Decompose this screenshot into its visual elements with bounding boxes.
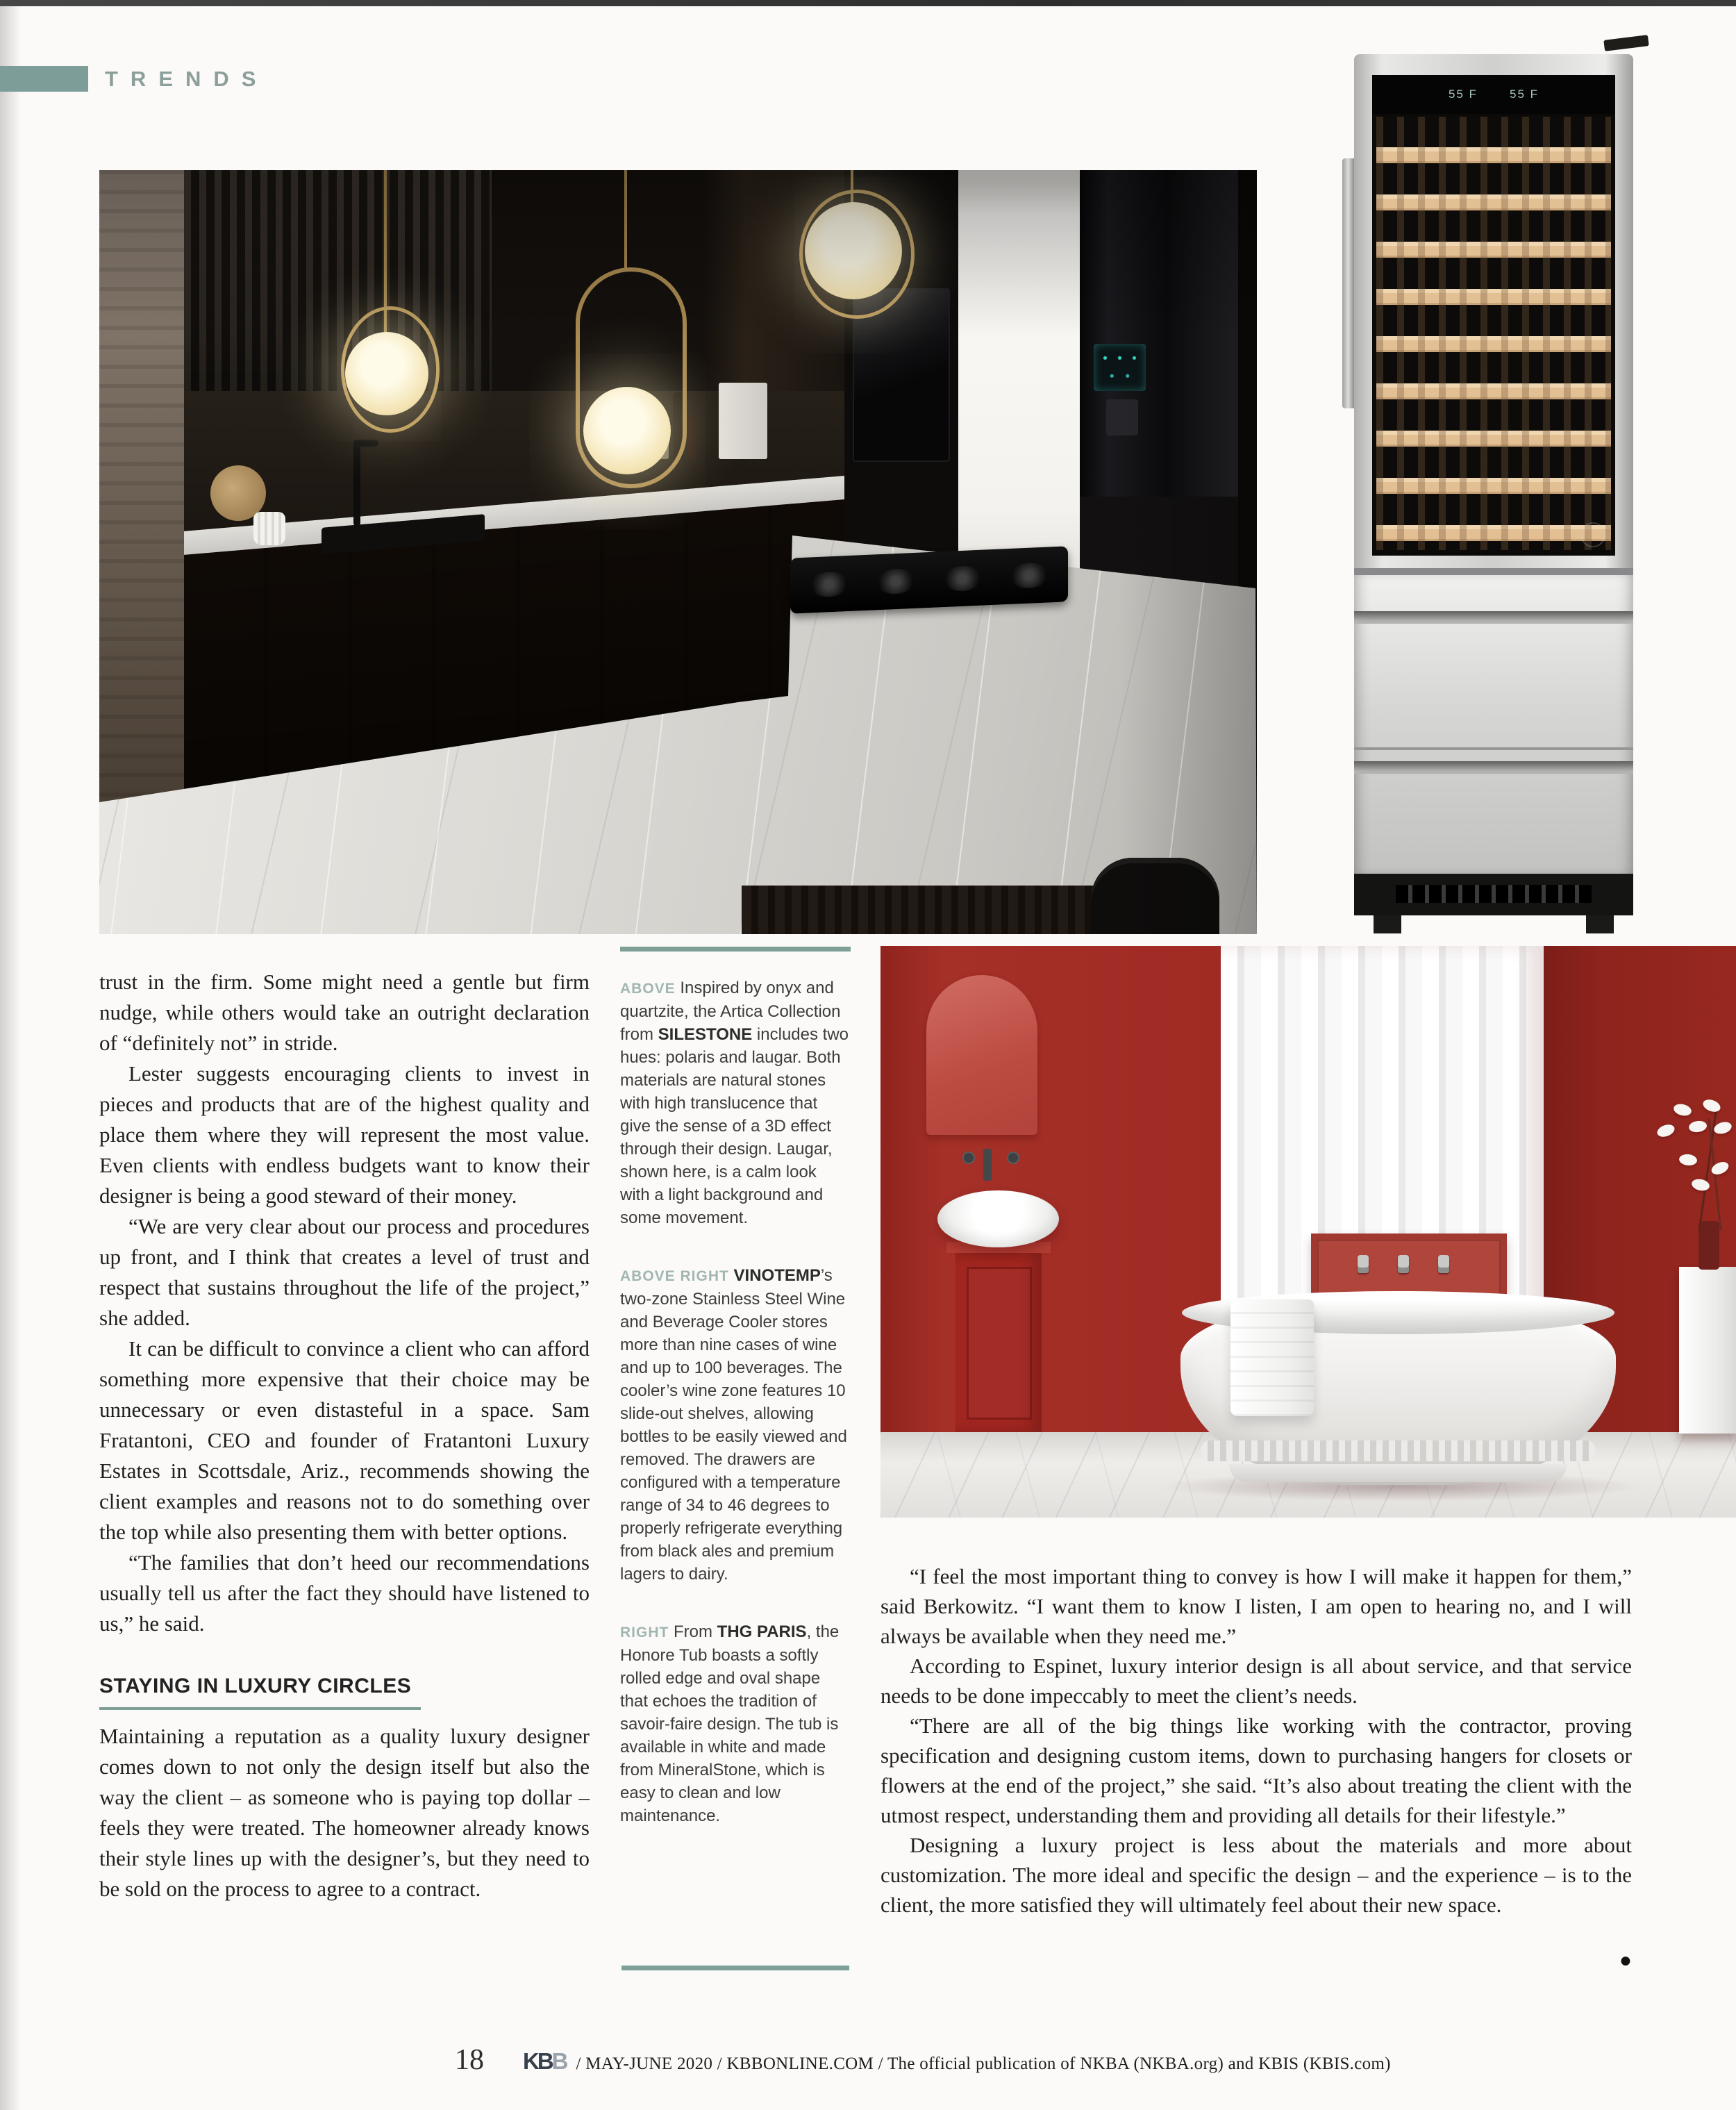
caption-label: ABOVE [620, 981, 676, 997]
section-header [0, 66, 268, 92]
vent-grille [1396, 885, 1592, 903]
caption-label: ABOVE RIGHT [620, 1268, 729, 1284]
cooler-section-gap [1354, 568, 1633, 575]
caption-text: From [669, 1622, 717, 1641]
faucet-handle [962, 1152, 975, 1164]
drawer-handle [1354, 761, 1633, 774]
vessel-sink [937, 1190, 1059, 1247]
page-number: 18 [455, 2044, 484, 2076]
body-paragraph: Lester suggests encouraging clients to invest in pieces and products that are of the highest quality and place them where they will represent the most value. Even clients with endless budgets want to know their designer is being a good steward of their money. [99, 1061, 590, 1208]
caption-column [620, 947, 851, 1970]
cooler-base-vent [1354, 874, 1633, 915]
flower-pedestal [1679, 1267, 1736, 1434]
tub-fluted-band [1201, 1440, 1595, 1461]
cabinet-ornament [1358, 1255, 1369, 1273]
beverage-drawers [1354, 575, 1633, 874]
body-paragraph: It can be difficult to convince a client who can afford something more expensive that their choice may be unnecessary or even distasteful in a space. Sam Fratantoni, CEO and founder of Fratantoni Luxury Estates in Scottsdale, Ariz., recommends showing the client examples and reasons not to do something over the top while also presenting them with better options. [99, 1336, 590, 1544]
kitchen-photo [99, 170, 1257, 934]
faucet-spout [983, 1149, 992, 1181]
vase [1699, 1221, 1719, 1270]
arch-mirror [926, 975, 1037, 1135]
cooler-interior [1372, 75, 1615, 556]
cooler-door-handle [1342, 158, 1354, 408]
body-column-right [880, 1561, 1632, 1978]
kbb-logo-light: B [551, 2048, 567, 2074]
wine-cooler-photo [1354, 54, 1633, 936]
section-heading: STAYING IN LUXURY CIRCLES [99, 1671, 421, 1710]
body-paragraph: “There are all of the big things like working with the contractor, proving specification and designing custom items, down to purchasing hangers for closets or flowers at the end of the project,” she said. “It’s also about treating the client with the utmost respect, understanding them and providing all details for their lifestyle.” [880, 1713, 1632, 1827]
body-column-left [99, 967, 590, 1904]
wine-shelves [1376, 117, 1611, 550]
photo-vignette [99, 170, 1257, 934]
body-paragraph: According to Espinet, luxury interior design is all about service, and that service needs to be done impeccably to meet the client’s needs. [880, 1654, 1632, 1708]
cooler-control-panel [1372, 75, 1615, 114]
body-paragraph: “We are very clear about our process and procedures up front, and I think that creates a level of trust and respect that sustains throughout the life of the project,” she added. [99, 1214, 590, 1330]
pedestal-panel [967, 1267, 1032, 1420]
body-paragraph: Designing a luxury project is less about the materials and more about customization. The more ideal and specific the design – and the experience – is to the client, the more satisfied they will ultimately feel about their new space. [880, 1833, 1632, 1917]
cooler-foot [1586, 915, 1614, 933]
caption-rule-top [620, 947, 851, 952]
kbb-logo-dark: KB [523, 2048, 552, 2074]
section-label: TRENDS [105, 66, 269, 91]
page-left-edge [0, 6, 21, 2110]
brand-name: THG PARIS [717, 1622, 807, 1641]
body-paragraph: “I feel the most important thing to convey is how I will make it happen for them,” said Berkowitz. “I want them to know I listen, I am open to hearing no, and I will always be available when they need me.” [880, 1564, 1632, 1648]
tub-base [1229, 1464, 1567, 1482]
accent-bar [0, 66, 88, 92]
caption-label: RIGHT [620, 1625, 669, 1640]
page-footer [455, 2043, 1391, 2077]
caption-text [729, 1266, 734, 1285]
caption-text: , the Honore Tub boasts a softly rolled edge and oval shape that echoes the tradition of savoir-faire design. The tub is available in white and made from MineralStone, which is easy to clean and low maintenance. [620, 1622, 840, 1825]
footer-text: / MAY-JUNE 2020 / KBBONLINE.COM / The official publication of NKBA (NKBA.org) and KBIS (KBIS.com) [576, 2054, 1391, 2073]
caption-above-right [620, 1264, 851, 1586]
brand-name: SILESTONE [658, 1025, 753, 1044]
sink-pedestal [955, 1253, 1042, 1432]
cabinet-ornament [1398, 1255, 1409, 1273]
end-of-article-bullet: ● [1619, 1949, 1632, 1972]
caption-above [620, 977, 851, 1229]
towel [1230, 1299, 1314, 1416]
cabinet-ornament [1438, 1255, 1449, 1273]
temp-display-right: 55 F [1510, 88, 1539, 101]
drawer-divider [1354, 747, 1633, 750]
caption-rule-bottom [621, 1966, 849, 1970]
cooler-foot [1374, 915, 1401, 933]
bathtub [1180, 1295, 1616, 1485]
page-top-edge [0, 0, 1736, 6]
caption-text: ’s two-zone Stainless Steel Wine and Beverage Cooler stores more than nine cases of wine and up to 100 beverages. The cooler’s wine zone features 10 slide-out shelves, allowing bottles to be easily viewed and removed. The drawers are configured with a temperature range of 34 to 46 degrees to properly refrigerate everything from black ales and premium lagers to dairy. [620, 1266, 847, 1584]
bathroom-photo [880, 946, 1736, 1518]
body-paragraph: trust in the firm. Some might need a gentle but firm nudge, while others would take an outright declaration of “definitely not” in stride. [99, 970, 590, 1055]
caption-text: includes two hues: polaris and laugar. Both materials are natural stones with high translucence that give the sense of a 3D effect through their design. Laugar, shown here, is a calm look with a light background and some movement. [620, 1025, 849, 1227]
brand-name: VINOTEMP [733, 1266, 821, 1285]
body-paragraph: “The families that don’t heed our recommendations usually tell us after the fact they should have listened to us,” he said. [99, 1550, 590, 1636]
drawer-handle [1354, 611, 1633, 624]
faucet-handle [1007, 1152, 1019, 1164]
vinotemp-logo [1580, 522, 1605, 547]
body-paragraph: Maintaining a reputation as a quality luxury designer comes down to not only the design itself but also the way the client – as someone who is paying top dollar – feels they were treated. The homeowner already knows their style lines up with the designer’s, but they need to be sold on the process to agree to a contract. [99, 1724, 590, 1901]
caption-right [620, 1620, 851, 1827]
kbb-logo [523, 2048, 567, 2075]
caption-text: Inspired by onyx and quartzite, the Artica Collection from [620, 979, 841, 1044]
cooler-glass-door [1354, 54, 1633, 568]
cooler-top-trim [1603, 35, 1649, 51]
temp-display-left: 55 F [1448, 88, 1478, 101]
